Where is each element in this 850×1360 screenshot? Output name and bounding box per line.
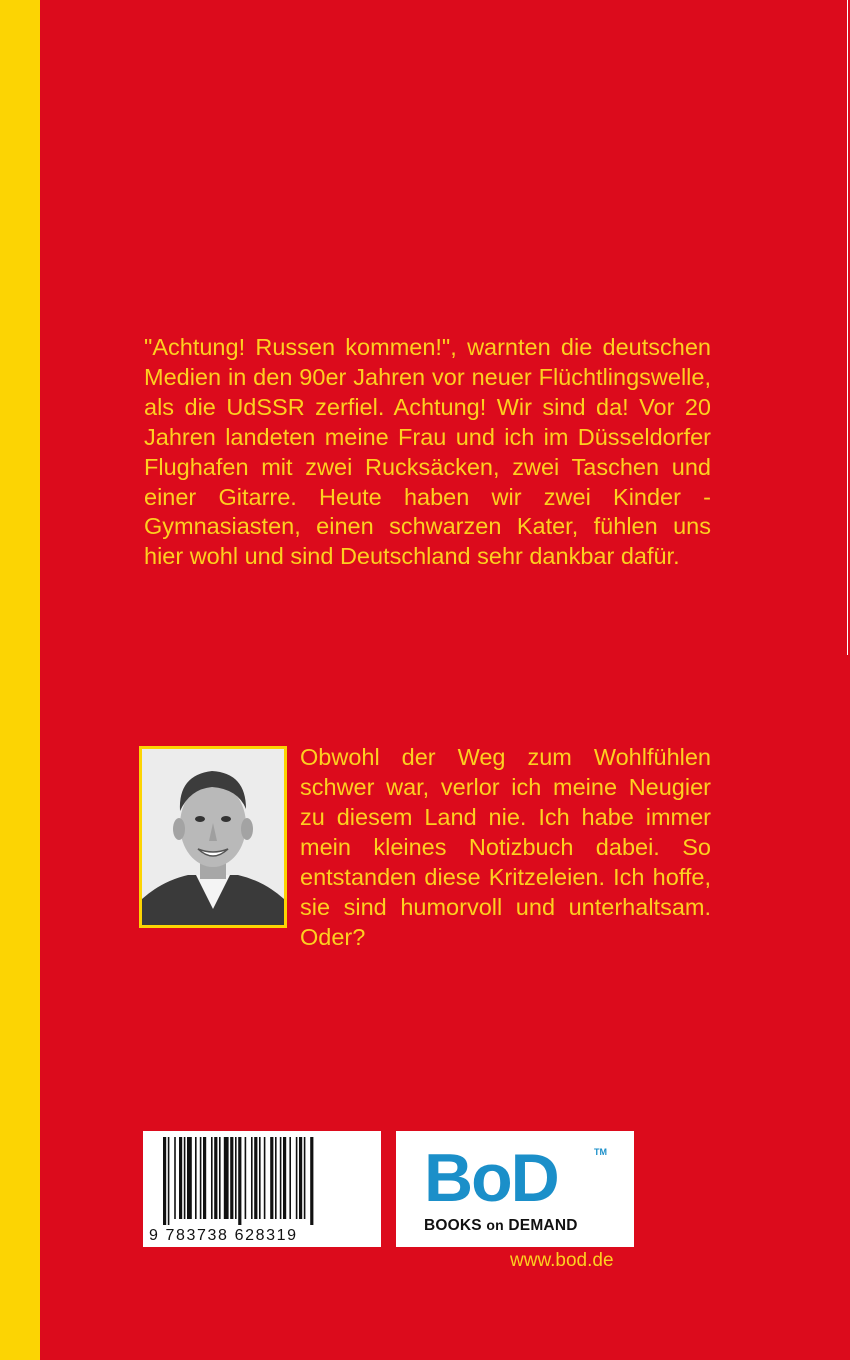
barcode-bar xyxy=(259,1137,261,1219)
barcode-bar xyxy=(270,1137,273,1219)
back-cover-blurb: "Achtung! Russen kommen!", warnten die deutschen Medien in den 90er Jahren vor neuer Flüchtlingswelle, als die UdSSR zerfiel. Achtung! Wir sind da! Vor 20 Jahren landeten meine Frau und ich im Düsseldorfer Flughafen mit zwei Rucksäcken, zwei Taschen und einer Gitarre. Heute haben wir zwei Kinder - Gymnasiasten, einen schwarzen Kater, fühlen uns hier wohl und sind Deutschland sehr dankbar dafür. xyxy=(144,334,711,570)
barcode-bar xyxy=(283,1137,286,1219)
author-photo xyxy=(139,746,287,928)
barcode-bar xyxy=(245,1137,247,1219)
bod-logo xyxy=(396,1131,634,1247)
barcode-bar xyxy=(195,1137,197,1219)
barcode-bar xyxy=(214,1137,217,1219)
barcode-bar xyxy=(179,1137,182,1219)
cover-edge-line xyxy=(847,0,848,655)
barcode-bar xyxy=(264,1137,266,1219)
bod-logo-mark: BoD xyxy=(424,1140,558,1216)
barcode-bar xyxy=(310,1137,313,1225)
barcode-bar xyxy=(211,1137,213,1219)
isbn-number: 9 783738 628319 xyxy=(149,1227,298,1244)
barcode-bar xyxy=(235,1137,237,1219)
barcode-bar xyxy=(230,1137,233,1219)
barcode-bar xyxy=(299,1137,302,1219)
barcode-bar xyxy=(163,1137,166,1225)
barcode-bar xyxy=(203,1137,206,1219)
barcode-bar xyxy=(168,1137,170,1225)
barcode-bar xyxy=(275,1137,277,1219)
barcode-bar xyxy=(251,1137,253,1219)
barcode-bar xyxy=(200,1137,202,1219)
barcode-bar xyxy=(187,1137,192,1219)
trademark-symbol: TM xyxy=(594,1147,607,1157)
barcode-bar xyxy=(174,1137,176,1219)
book-spine xyxy=(0,0,40,1360)
isbn-barcode xyxy=(143,1131,381,1247)
barcode-bar xyxy=(254,1137,257,1219)
publisher-website: www.bod.de xyxy=(510,1250,614,1271)
barcode-bar xyxy=(224,1137,229,1219)
barcode-bar xyxy=(184,1137,186,1219)
author-bio: Obwohl der Weg zum Wohlfühlen schwer war, verlor ich meine Neugier zu diesem Land nie. Ich habe immer mein kleines Notizbuch dabei. So entstanden diese Kritzeleien. Ich hoffe, sie sind humorvoll und unterhaltsam. Oder? xyxy=(300,744,711,950)
bod-logo-subtitle: BOOKS on DEMAND xyxy=(424,1217,578,1234)
barcode-bar xyxy=(289,1137,291,1219)
barcode-bar xyxy=(219,1137,221,1219)
barcode-bar xyxy=(296,1137,298,1219)
barcode-bar xyxy=(280,1137,282,1219)
barcode-bar xyxy=(304,1137,306,1219)
barcode-bar xyxy=(238,1137,241,1225)
